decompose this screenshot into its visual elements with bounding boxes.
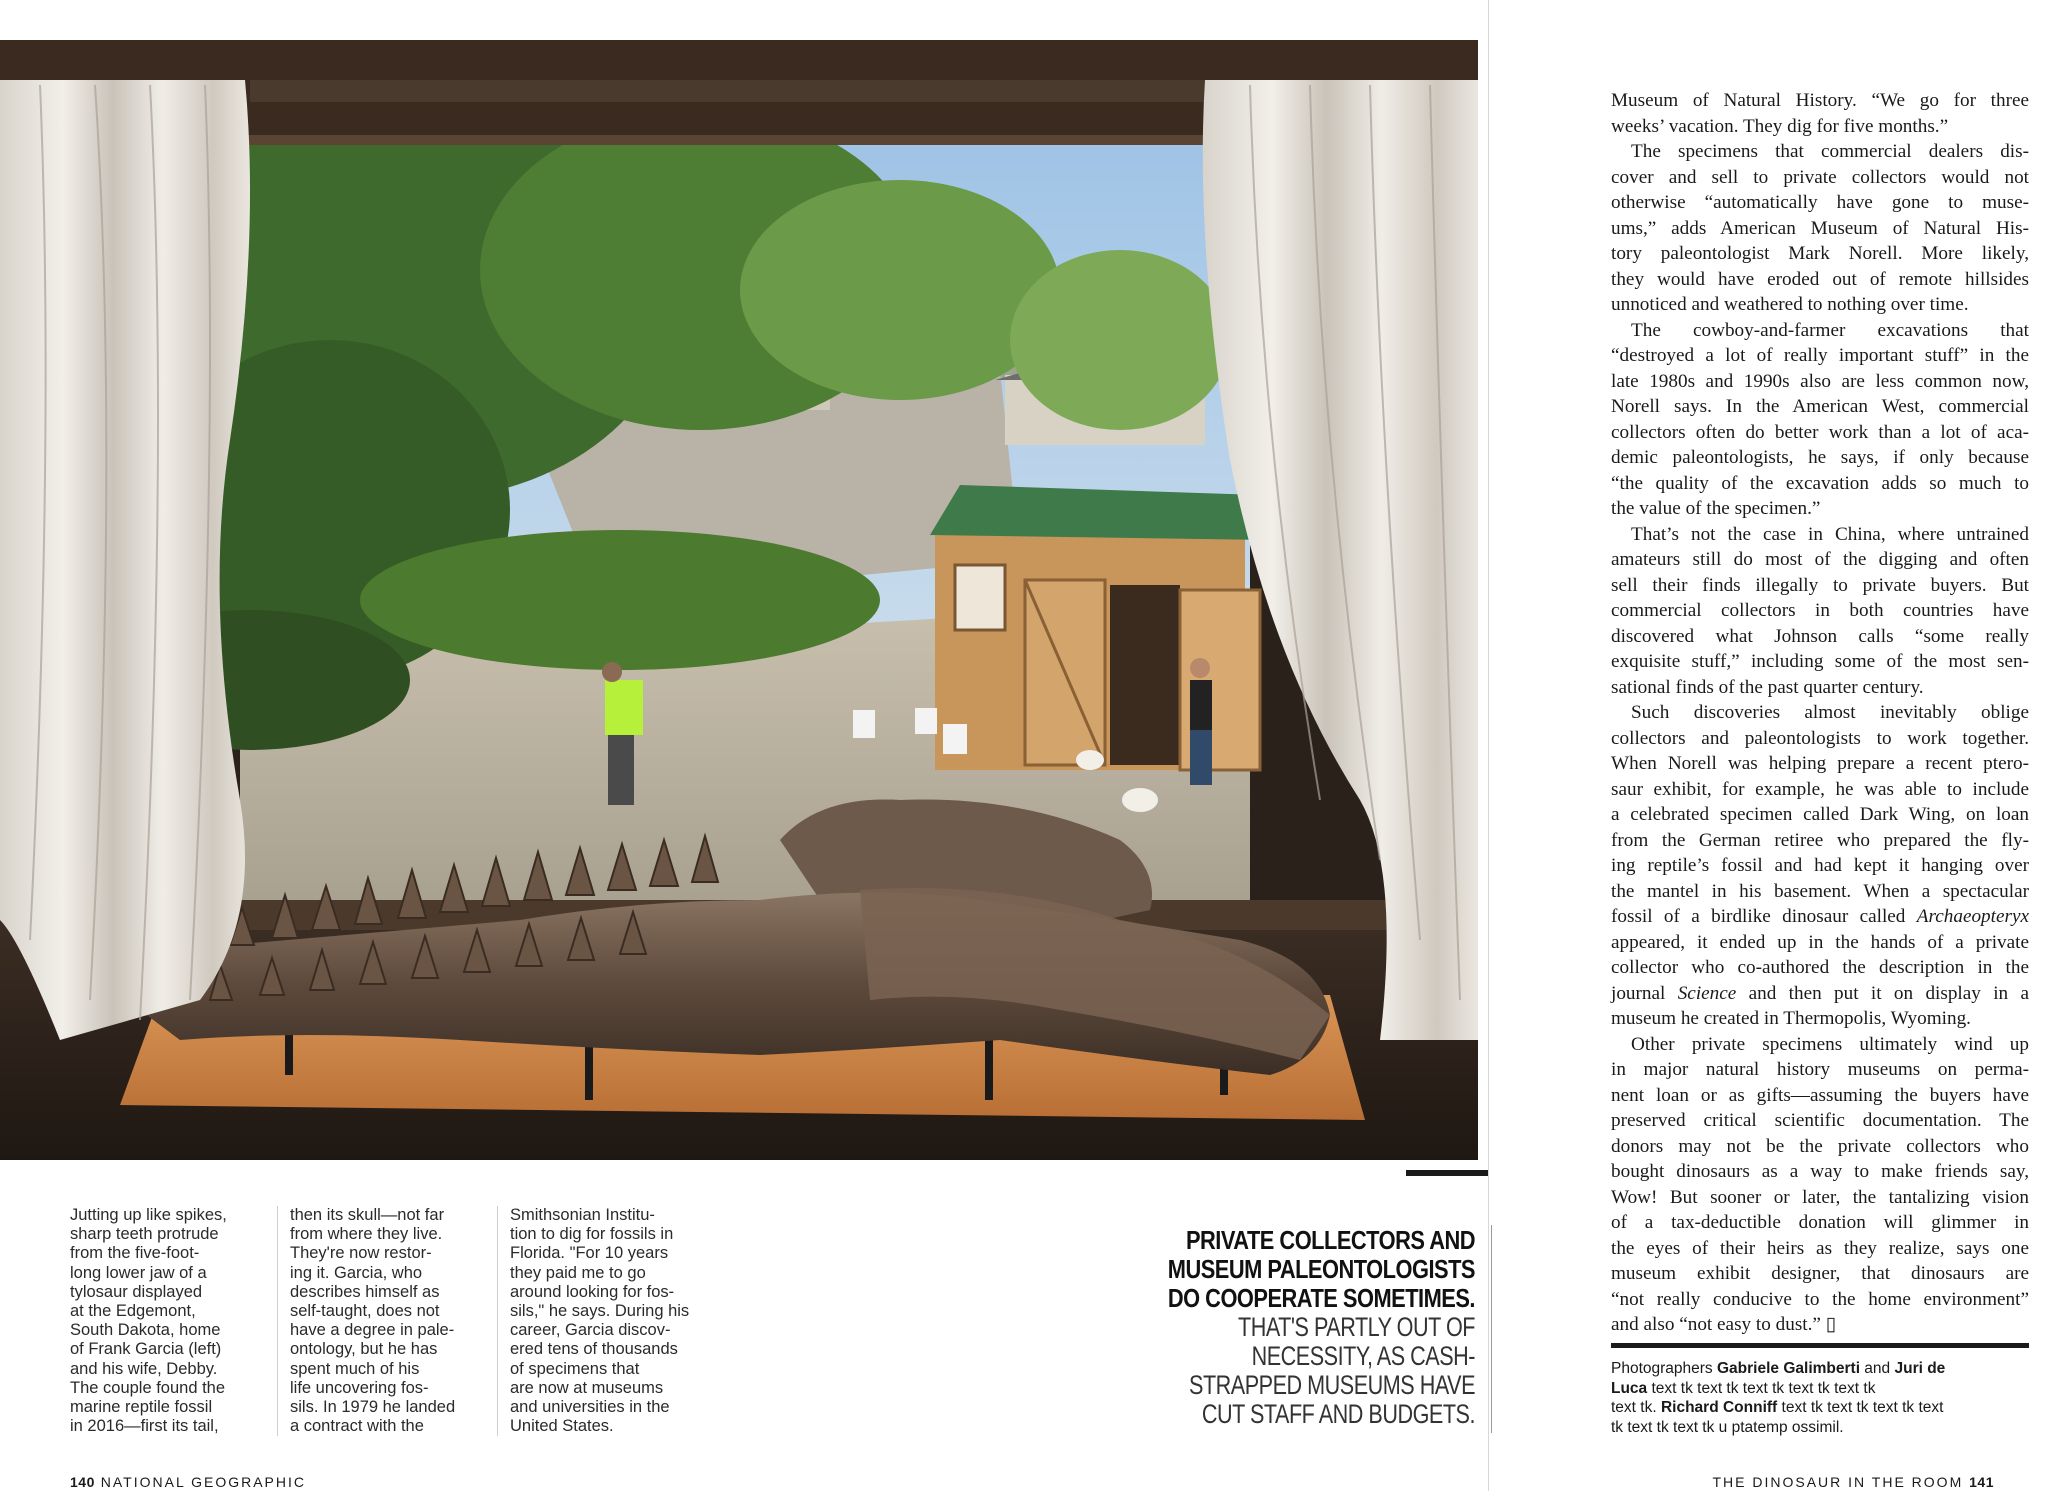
body-line: they would have eroded out of remote hillsides [1611,268,2029,290]
caption-line: ontology, but he has [290,1340,438,1359]
credits-conjunction: and [1860,1360,1895,1377]
caption-line: United States. [510,1417,614,1436]
body-line: and also “not easy to dust.” ▯ [1611,1314,1837,1335]
caption-line: The couple found the [70,1378,226,1397]
pull-quote-bold-line: MUSEUM PALEONTOLOGISTS [1167,1254,1475,1284]
credits-line: tk text tk text tk u ptatemp ossimil. [1611,1418,1844,1436]
body-line: The specimens that commercial dealers dis- [1631,141,2029,162]
caption-line: long lower jaw of a [70,1263,207,1282]
body-line: Other private specimens ultimately wind up [1631,1033,2029,1055]
body-line: donors may not be the private collectors who [1611,1135,2029,1157]
body-line: collector who co-authored the description in the [1611,957,2029,978]
credits-rule [1611,1343,2029,1348]
caption-line: ered tens of thousands [510,1340,678,1359]
caption-line: marine reptile fossil [70,1398,213,1417]
body-line: weeks’ vacation. They dig for five months.” [1611,115,1949,137]
caption-line: from the five-foot- [70,1244,200,1263]
pull-quote-bold-line: DO COOPERATE SOMETIMES. [1167,1283,1475,1313]
caption-line: and universities in the [510,1398,670,1417]
photographer-name: Luca [1611,1379,1648,1397]
pull-quote-divider [1491,1225,1492,1433]
body-line: sell their finds illegally to private buyers. But [1611,574,2029,596]
caption-line: tylosaur displayed [70,1282,203,1301]
body-line: When Norell was helping prepare a recent ptero- [1611,753,2029,774]
caption-line: describes himself as [290,1282,440,1301]
body-line: the mantel in his basement. When a spectacular [1611,880,2029,902]
body-line: late 1980s and 1990s also are less common now, [1611,370,2029,392]
body-line: unnoticed and weathered to nothing over time. [1611,294,1969,315]
body-line: collectors and paleontologists to work together. [1611,727,2029,749]
caption-line: from where they live. [290,1225,443,1244]
body-line: a celebrated specimen called Dark Wing, on loan [1611,804,2029,825]
caption-line: self-taught, does not [290,1302,440,1321]
caption-line: a contract with the [290,1417,424,1436]
left-folio [70,1474,306,1490]
caption-line: around looking for fos- [510,1282,675,1301]
caption-line: ing it. Garcia, who [290,1263,423,1282]
feature-photo [0,40,1478,1160]
body-line: of a tax-deductible donation will glimmer in [1611,1212,2029,1233]
tylosaur-jaw-photo [0,40,1478,1160]
credits-text: text tk. [1611,1399,1661,1416]
caption-line: at the Edgemont, [70,1302,196,1321]
body-line: fossil of a birdlike dinosaur called Archaeopteryx [1611,906,2029,927]
body-line: Such discoveries almost inevitably oblige [1631,702,2029,723]
caption-line: South Dakota, home [70,1321,221,1340]
right-page-number: 141 [1969,1474,1994,1490]
body-line: Museum of Natural History. “We go for three [1611,90,2029,111]
body-line: bought dinosaurs as a way to make friends say, [1611,1161,2029,1182]
body-line: demic paleontologists, he says, if only because [1611,447,2029,468]
body-line: commercial collectors in both countries have [1611,600,2029,621]
credits-text: text tk text tk text tk text [1777,1399,1944,1416]
caption-column-1 [70,1206,270,1436]
pull-quote-light-line: THAT'S PARTLY OUT OF [1238,1312,1475,1342]
italic-title: Science [1677,982,1737,1004]
pull-quote-light-line: STRAPPED MUSEUMS HAVE [1189,1370,1475,1400]
caption-line: of specimens that [510,1359,640,1378]
body-line: tory paleontologist Mark Norell. More likely, [1611,243,2029,264]
body-line: museum exhibit designer, that dinosaurs are [1611,1263,2029,1284]
photographer-name: Gabriele Galimberti [1717,1360,1860,1377]
body-line: exquisite stuff,” including some of the most sen- [1611,651,2029,672]
body-line: Wow! But sooner or later, the tantalizing vision [1611,1186,2029,1208]
credits-line [1611,1359,2031,1379]
credits-line [1611,1379,2031,1399]
caption-line: sharp teeth protrude [70,1225,219,1244]
caption-line: sils. In 1979 he landed [290,1398,456,1417]
body-line: journal Science and then put it on display in a [1611,982,2029,1004]
photo-credits [1611,1359,2031,1437]
left-page-number: 140 [70,1474,95,1490]
caption-divider [497,1206,498,1436]
caption-line: are now at museums [510,1378,664,1397]
body-line: amateurs still do most of the digging and often [1611,549,2029,570]
pull-quote-bold-line: PRIVATE COLLECTORS AND [1185,1225,1475,1255]
pull-quote [1095,1226,1475,1429]
caption-line: in 2016—first its tail, [70,1417,219,1436]
body-line: ums,” adds American Museum of Natural His- [1611,217,2029,239]
caption-line: sils," he says. During his [510,1302,690,1321]
pull-quote-light-line: NECESSITY, AS CASH- [1251,1341,1475,1371]
caption-line: have a degree in pale- [290,1321,455,1340]
article-body [1611,88,2029,1338]
caption-line: and his wife, Debby. [70,1359,218,1378]
pull-quote-light-line: CUT STAFF AND BUDGETS. [1201,1399,1475,1429]
body-line: appeared, it ended up in the hands of a private [1611,931,2029,953]
body-line: collectors often do better work than a lot of aca- [1611,421,2029,443]
body-line: preserved critical scientific documentation. The [1611,1110,2029,1131]
body-line: saur exhibit, for example, he was able to include [1611,778,2029,800]
body-line: “the quality of the excavation adds so much to [1611,472,2029,494]
body-line: in major natural history museums on perma- [1611,1059,2029,1080]
body-line: from the German retiree who prepared the fly- [1611,829,2029,851]
photographer-name: Richard Conniff [1660,1399,1778,1416]
body-line: nent loan or as gifts—assuming the buyers have [1611,1084,2029,1106]
body-line: The cowboy-and-farmer excavations that [1631,319,2029,341]
right-folio [1712,1474,1994,1490]
body-line: otherwise “automatically have gone to muse- [1611,192,2029,213]
body-line: discovered what Johnson calls “some really [1611,625,2029,647]
page-gutter [1488,0,1489,1491]
photographer-name: Juri de [1894,1360,1946,1377]
body-line: sational finds of the past quarter century. [1611,676,1924,698]
credits-text: text tk text tk text tk text tk text tk [1647,1379,1876,1397]
caption-line: tion to dig for fossils in [510,1225,674,1244]
caption-line: then its skull—not far [290,1206,445,1224]
caption-divider [277,1206,278,1436]
caption-line: of Frank Garcia (left) [70,1340,222,1359]
left-running-head: NATIONAL GEOGRAPHIC [100,1474,306,1490]
credits-line [1611,1398,2031,1418]
caption-line: career, Garcia discov- [510,1321,671,1340]
caption-line: They're now restor- [290,1244,432,1263]
body-line: the eyes of their heirs as they realize, says one [1611,1237,2029,1259]
credits-label: Photographers [1611,1360,1717,1377]
body-line: ing reptile’s fossil and had kept it hanging over [1611,855,2029,876]
body-line: “not really conducive to the home environment” [1611,1288,2029,1310]
caption-column-2 [290,1206,490,1436]
right-running-head: THE DINOSAUR IN THE ROOM [1712,1474,1964,1490]
caption-column-3 [510,1206,710,1436]
body-line: Norell says. In the American West, commercial [1611,396,2029,417]
pull-quote-rule [1406,1170,1488,1176]
caption-line: spent much of his [290,1359,420,1378]
caption-line: Jutting up like spikes, [70,1206,227,1224]
caption-line: Smithsonian Institu- [510,1206,655,1224]
caption-line: Florida. "For 10 years [510,1244,669,1263]
body-line: museum he created in Thermopolis, Wyoming. [1611,1008,1971,1029]
italic-title: Archaeopteryx [1916,906,2029,927]
body-line: the value of the specimen.” [1611,498,1821,519]
caption-line: life uncovering fos- [290,1378,429,1397]
body-line: “destroyed a lot of really important stuff” in the [1611,345,2029,366]
body-line: cover and sell to private collectors would not [1611,166,2029,188]
body-line: That’s not the case in China, where untrained [1631,523,2029,545]
caption-line: they paid me to go [510,1263,646,1282]
